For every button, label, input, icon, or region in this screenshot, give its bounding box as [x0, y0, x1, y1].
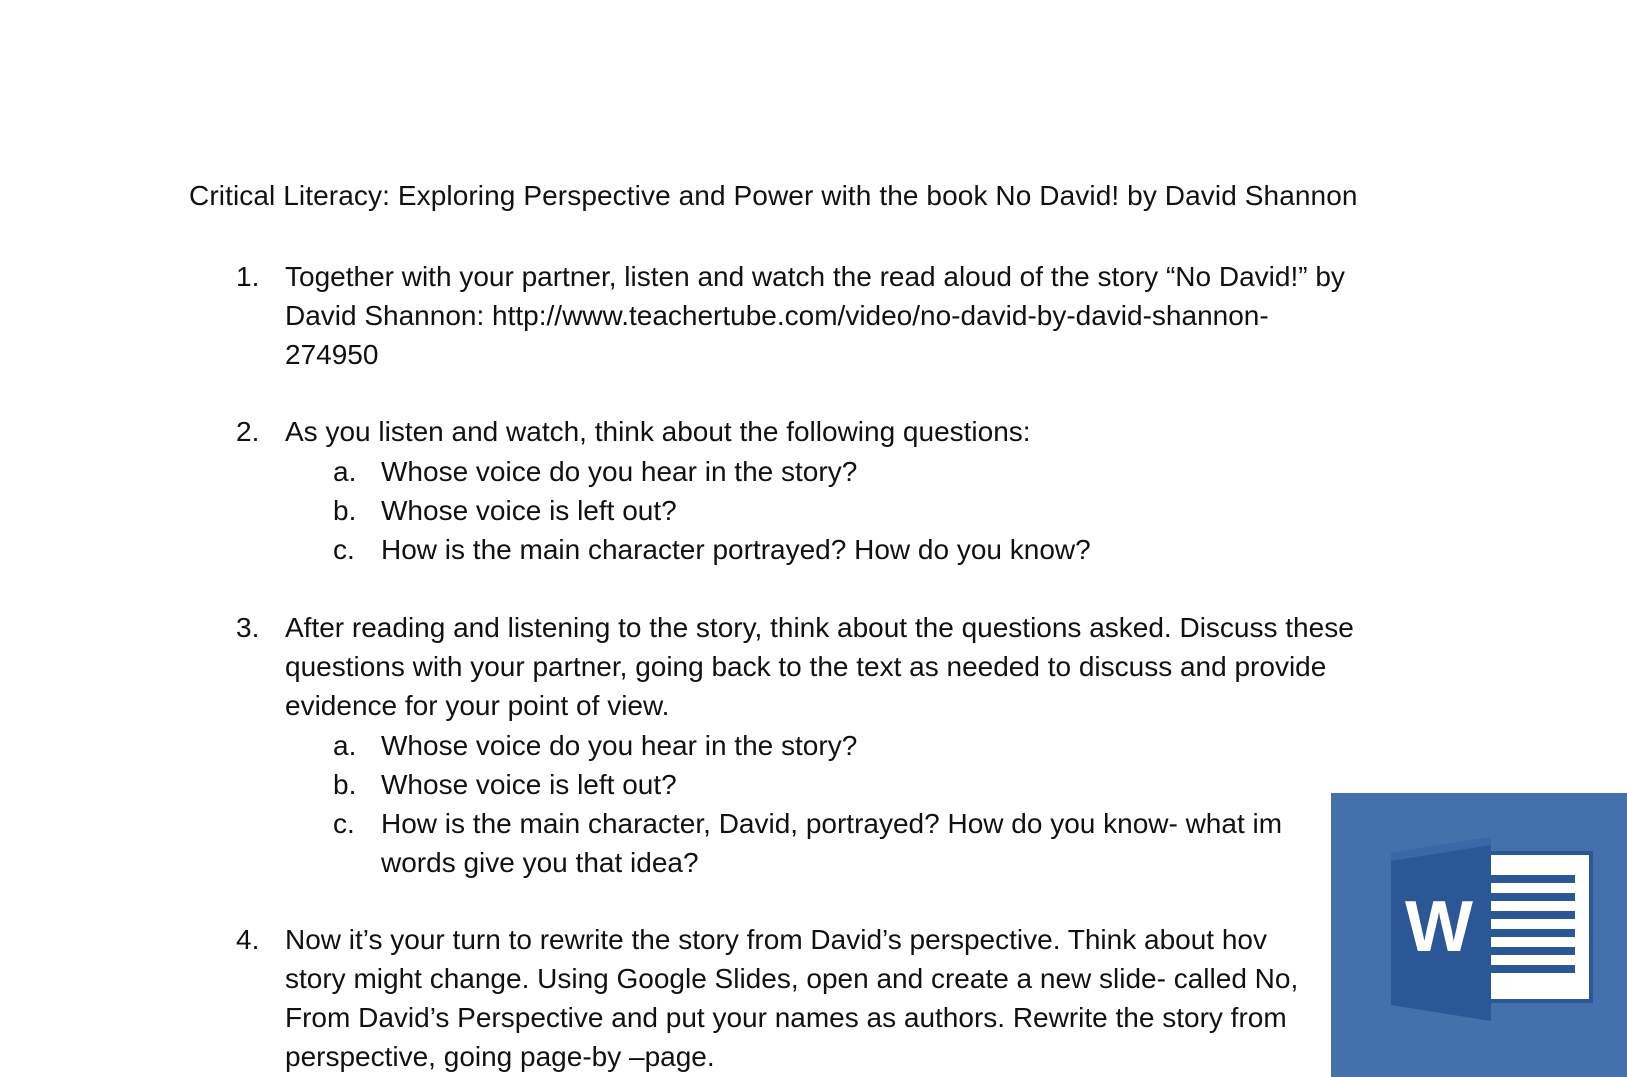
- list-item-text: [285, 257, 1435, 374]
- text-line: Together with your partner, listen and watch the read aloud of the story “No David!” by: [285, 261, 1345, 292]
- text-line: Whose voice is left out?: [381, 495, 677, 526]
- text-line: 274950: [285, 339, 379, 370]
- text-line: Whose voice is left out?: [381, 769, 677, 800]
- list-item-text: [285, 608, 1435, 725]
- list-item-text: [285, 412, 1435, 451]
- text-line: From David’s Perspective and put your names as authors. Rewrite the story from: [285, 1002, 1287, 1033]
- sub-list-text: [381, 804, 1282, 882]
- text-line: Whose voice do you hear in the story?: [381, 730, 858, 761]
- text-line: David Shannon: http://www.teachertube.com/video/no-david-by-david-shannon-: [285, 300, 1269, 331]
- list-number: 2.: [236, 416, 260, 447]
- text-line: perspective, going page-by –page.: [285, 1041, 715, 1072]
- text-line: questions with your partner, going back to the text as needed to discuss and provide: [285, 651, 1327, 682]
- text-line: Now it’s your turn to rewrite the story from David’s perspective. Think about hov: [285, 924, 1267, 955]
- sub-list-text: [381, 726, 857, 765]
- list-item-text: [285, 920, 1435, 1076]
- sub-list-letter: a.: [333, 730, 357, 761]
- microsoft-word-icon: [1331, 793, 1627, 1077]
- text-line: After reading and listening to the story, think about the questions asked. Discuss these: [285, 612, 1354, 643]
- sub-list-text: [381, 765, 677, 804]
- text-line: How is the main character, David, portrayed? How do you know- what im: [381, 808, 1283, 839]
- text-line: evidence for your point of view.: [285, 690, 670, 721]
- text-line: story might change. Using Google Slides, open and create a new slide- called No,: [285, 963, 1299, 994]
- sub-list-letter: b.: [333, 769, 357, 800]
- sub-list-letter: b.: [333, 495, 357, 526]
- sub-list-letter: c.: [333, 534, 355, 565]
- sub-list-text: [381, 491, 677, 530]
- document-title: Critical Literacy: Exploring Perspective and Power with the book No David! by David Shannon: [189, 180, 1358, 211]
- text-line: words give you that idea?: [381, 847, 699, 878]
- word-app-tile: [1331, 793, 1627, 1077]
- word-icon-letter: W: [1405, 887, 1473, 967]
- text-line: How is the main character portrayed? How do you know?: [381, 534, 1091, 565]
- sub-list-text: [381, 530, 1091, 569]
- sub-list-text: [381, 452, 857, 491]
- sub-list-letter: a.: [333, 456, 357, 487]
- sub-list-letter: c.: [333, 808, 355, 839]
- list-number: 1.: [236, 261, 260, 292]
- list-number: 4.: [236, 924, 260, 955]
- text-line: Whose voice do you hear in the story?: [381, 456, 858, 487]
- list-number: 3.: [236, 612, 260, 643]
- text-line: As you listen and watch, think about the following questions:: [285, 416, 1031, 447]
